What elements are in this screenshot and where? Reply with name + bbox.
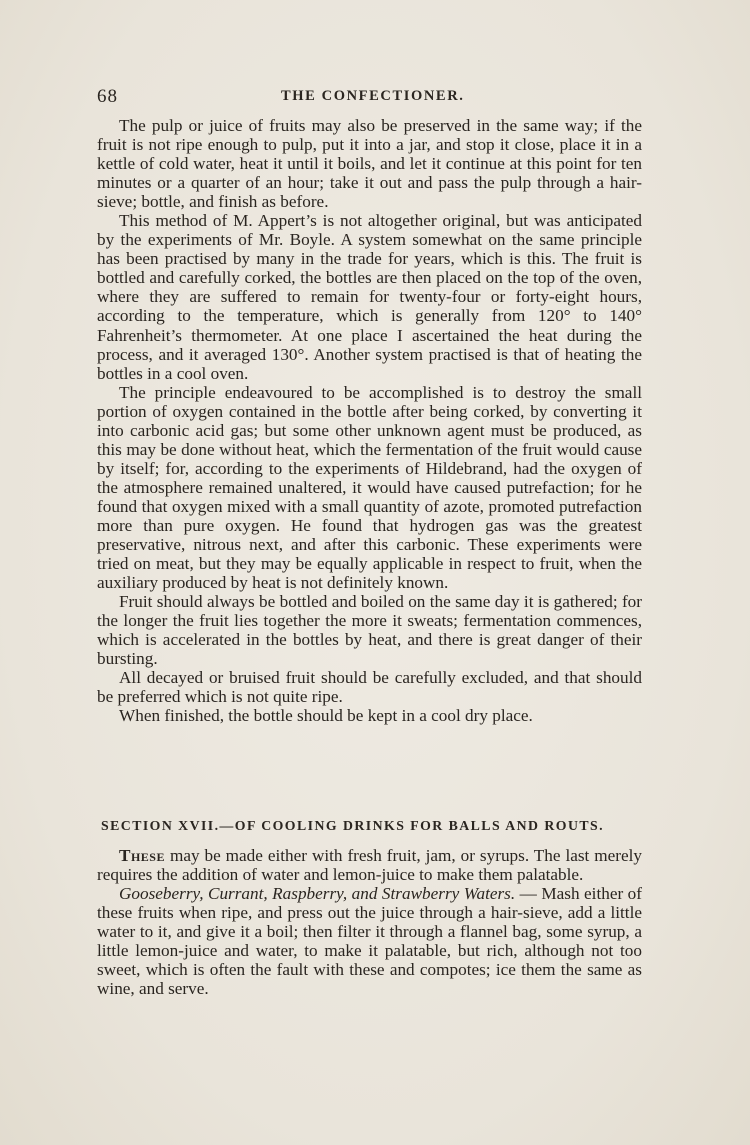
recipe-title: Gooseberry, Currant, Raspberry, and Strawberry Waters. (119, 884, 516, 904)
paragraph-pulp-juice: The pulp or juice of fruits may also be preserved in the same way; if the fruit is not ripe enough to pulp, put it into a jar, and stop it close, place it in a kettle of cold water, heat it until it boils, and let it continue at this point for ten minutes or a quarter of an hour; take it out and pass the pulp through a hair-sieve; bottle, and finish as before. (97, 116, 642, 212)
running-title: THE CONFECTIONER. (281, 88, 465, 104)
page-header (97, 86, 642, 108)
section-intro-paragraph (97, 846, 642, 884)
section-heading: SECTION XVII.—OF COOLING DRINKS FOR BALLS AND ROUTS. (101, 818, 605, 833)
recipe-paragraph (97, 884, 642, 998)
paragraph-principle: The principle endeavoured to be accomplished is to destroy the small portion of oxygen contained in the bottle after being corked, by converting it into carbonic acid gas; but some other unknown agent must be produced, as this may be done without heat, which the fermentation of the fruit would cause by itself; for, according to the experiments of Hildebrand, had the oxygen of the atmosphere remained unaltered, it would have caused putrefaction; for he found that oxygen mixed with a small quantity of azote, promoted putrefaction more than pure oxygen. He found that hydrogen gas was the greatest preservative, nitrous next, and after this carbonic. These experiments were tried on meat, but they may be equally applicable in respect to fruit, when the auxiliary produced by heat is not definitely known. (97, 382, 642, 593)
page-number: 68 (97, 86, 118, 107)
paragraph-bottling-day: Fruit should always be bottled and boiled on the same day it is gathered; for the longer the fruit lies together the more it sweats; fermentation commences, which is accelerated in the bottles by heat, and there is great danger of their bursting. (97, 592, 642, 669)
paragraph-appert-method: This method of M. Appert’s is not altogether original, but was anticipated by the experiments of Mr. Boyle. A system somewhat on the same principle has been practised by many in the trade for years, which is this. The fruit is bottled and carefully corked, the bottles are then placed on the top of the oven, where they are suffered to remain for twenty-four or forty-eight hours, according to the temperature, which is generally from 120° to 140° Fahrenheit’s thermometer. At one place I ascertained the heat during the process, and it averaged 130°. Another system practised is that of heating the bottles in a cool oven. (97, 211, 642, 383)
paragraph-decayed-fruit: All decayed or bruised fruit should be carefully excluded, and that should be preferred which is not quite ripe. (97, 668, 642, 707)
intro-rest-text: may be made either with fresh fruit, jam, or syrups. The last merely requires the addition of water and lemon-juice to make them palatable. (97, 846, 642, 885)
intro-first-word: These (119, 846, 165, 865)
body-text (97, 116, 642, 726)
recipe-text: — Mash either of these fruits when ripe, and press out the juice through a hair-sieve, add a little water to it, and give it a boil; then filter it through a flannel bag, some syrup, a little lemon-juice and water, to make it palatable, but rich, although not too sweet, which is often the fault with these and compotes; ice them the same as wine, and serve. (97, 884, 642, 999)
paragraph-storage: When finished, the bottle should be kept in a cool dry place. (119, 706, 533, 726)
section-body (97, 846, 642, 998)
